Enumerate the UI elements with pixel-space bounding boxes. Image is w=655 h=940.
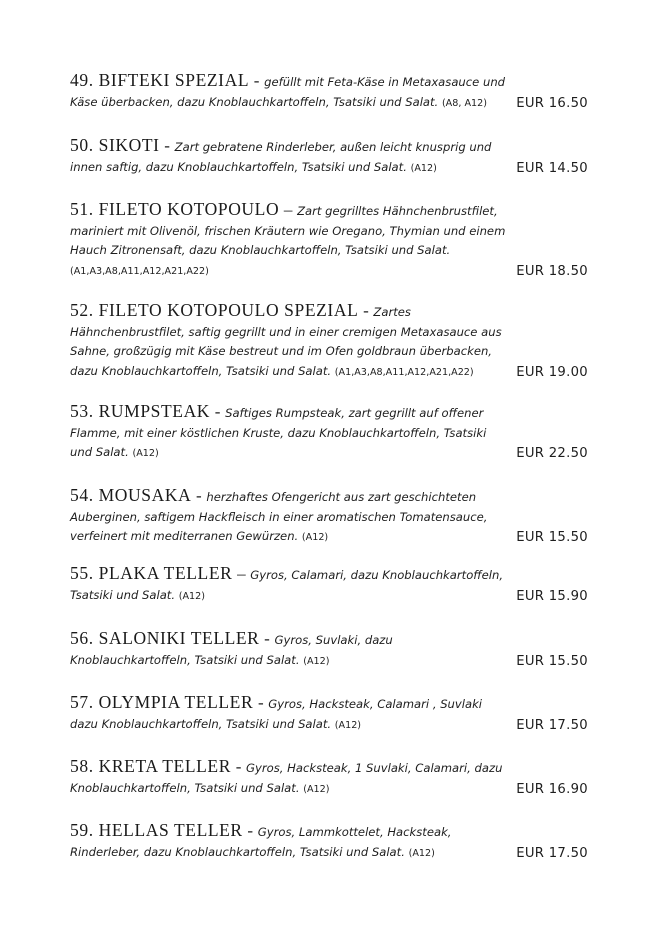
dish-title: 58. KRETA TELLER [70,756,231,776]
dish-title: 52. FILETO KOTOPOULO SPEZIAL [70,300,359,320]
dish-description: Gyros, Calamari, dazu Knoblauchkartoffeln, Tsatsiki und Salat. [70,568,504,602]
dish-price: EUR 17.50 [516,845,588,861]
allergen-codes: (A12) [303,655,330,667]
dish-description: herzhaftes Ofengericht aus zart geschichteten Auberginen, saftigem Hackfleisch in einer aromatischen Tomatensauce, verfeinert mit mediterranen Gewürzen. [70,490,488,544]
allergen-codes: (A12) [408,847,435,859]
dish-description: Zart gegrilltes Hähnchenbrustfilet, mariniert mit Olivenöl, frischen Kräutern wie Oregano, Thymian und einem Hauch Zitronensaft, dazu Knoblauchkartoffeln, Tsatsiki und Salat. [70,204,506,258]
title-separator: - [264,629,270,648]
dish-title: 55. PLAKA TELLER [70,563,233,583]
allergen-codes: (A12) [334,719,362,731]
allergen-codes: (A1,A3,A8,A11,A12,A21,A22) [70,265,209,277]
title-separator: - [247,821,254,840]
title-separator: - [257,693,264,712]
dish-description: Saftiges Rumpsteak, zart gegrillt auf offener Flamme, mit einer köstlichen Kruste, dazu Knoblauchkartoffeln, Tsatsiki und Salat. [70,406,487,460]
dish-price: EUR 15.50 [516,530,588,546]
dish-title: 56. SALONIKI TELLER [70,628,260,648]
title-separator: – [283,200,293,219]
dish-description: gefüllt mit Feta-Käse in Metaxasauce und Käse überbacken, dazu Knoblauchkartoffeln, Tsatsiki und Salat. [70,75,506,109]
menu-item-56 [70,629,590,671]
dish-title: 53. RUMPSTEAK [70,401,211,421]
dish-price: EUR 22.50 [516,446,588,462]
title-separator: - [235,757,242,776]
dish-price: EUR 18.50 [516,263,588,279]
dish-price: EUR 14.50 [516,160,588,176]
dish-price: EUR 17.50 [516,717,588,733]
allergen-codes: (A12) [410,162,437,174]
menu-item-54 [70,486,590,548]
menu-item-59 [70,821,590,863]
dish-price: EUR 16.90 [516,781,588,797]
dish-description: Gyros, Lammkottelet, Hacksteak, Rinderleber, dazu Knoblauchkartoffeln, Tsatsiki und Salat. [70,825,452,859]
dish-title: 49. BIFTEKI SPEZIAL [70,70,250,90]
menu-item-50 [70,136,590,178]
title-separator: - [164,136,170,155]
title-separator: – [237,564,246,583]
dish-title: 57. OLYMPIA TELLER [70,692,254,712]
dish-description: Gyros, Hacksteak, 1 Suvlaki, Calamari, dazu Knoblauchkartoffeln, Tsatsiki und Salat. [70,761,503,795]
menu-item-55 [70,564,590,606]
menu-item-58 [70,757,590,799]
dish-description: Gyros, Hacksteak, Calamari , Suvlaki dazu Knoblauchkartoffeln, Tsatsiki und Salat. [70,697,483,731]
dish-title: 50. SIKOTI [70,135,160,155]
allergen-codes: (A12) [303,783,330,795]
allergen-codes: (A12) [132,448,159,460]
dish-description: Zart gebratene Rinderleber, außen leicht knusprig und innen saftig, dazu Knoblauchkartoffeln, Tsatsiki und Salat. [70,140,492,174]
title-separator: - [196,486,202,505]
title-separator: - [214,402,221,421]
menu-item-51 [70,200,590,281]
dish-price: EUR 15.90 [516,588,588,604]
title-separator: - [253,71,260,90]
dish-description: Zartes Hähnchenbrustfilet, saftig gegrillt und in einer cremigen Metaxasauce aus Sahne, großzügig mit Käse bestreut und im Ofen goldbraun überbacken, dazu Knoblauchkartoffeln, Tsatsiki und Salat. [70,305,502,378]
menu-item-53 [70,402,590,464]
menu-item-52 [70,301,590,382]
dish-price: EUR 19.00 [516,364,588,380]
allergen-codes: (A1,A3,A8,A11,A12,A21,A22) [334,366,474,378]
dish-title: 59. HELLAS TELLER [70,820,243,840]
dish-title: 51. FILETO KOTOPOULO [70,199,280,219]
title-separator: - [363,301,369,320]
dish-description: Gyros, Suvlaki, dazu Knoblauchkartoffeln, Tsatsiki und Salat. [70,633,393,667]
allergen-codes: (A8, A12) [441,97,487,109]
menu-item-49 [70,71,590,113]
dish-price: EUR 16.50 [516,95,588,111]
allergen-codes: (A12) [178,590,205,602]
dish-title: 54. MOUSAKA [70,485,192,505]
dish-price: EUR 15.50 [516,653,588,669]
menu-item-57 [70,693,590,735]
allergen-codes: (A12) [301,532,329,544]
